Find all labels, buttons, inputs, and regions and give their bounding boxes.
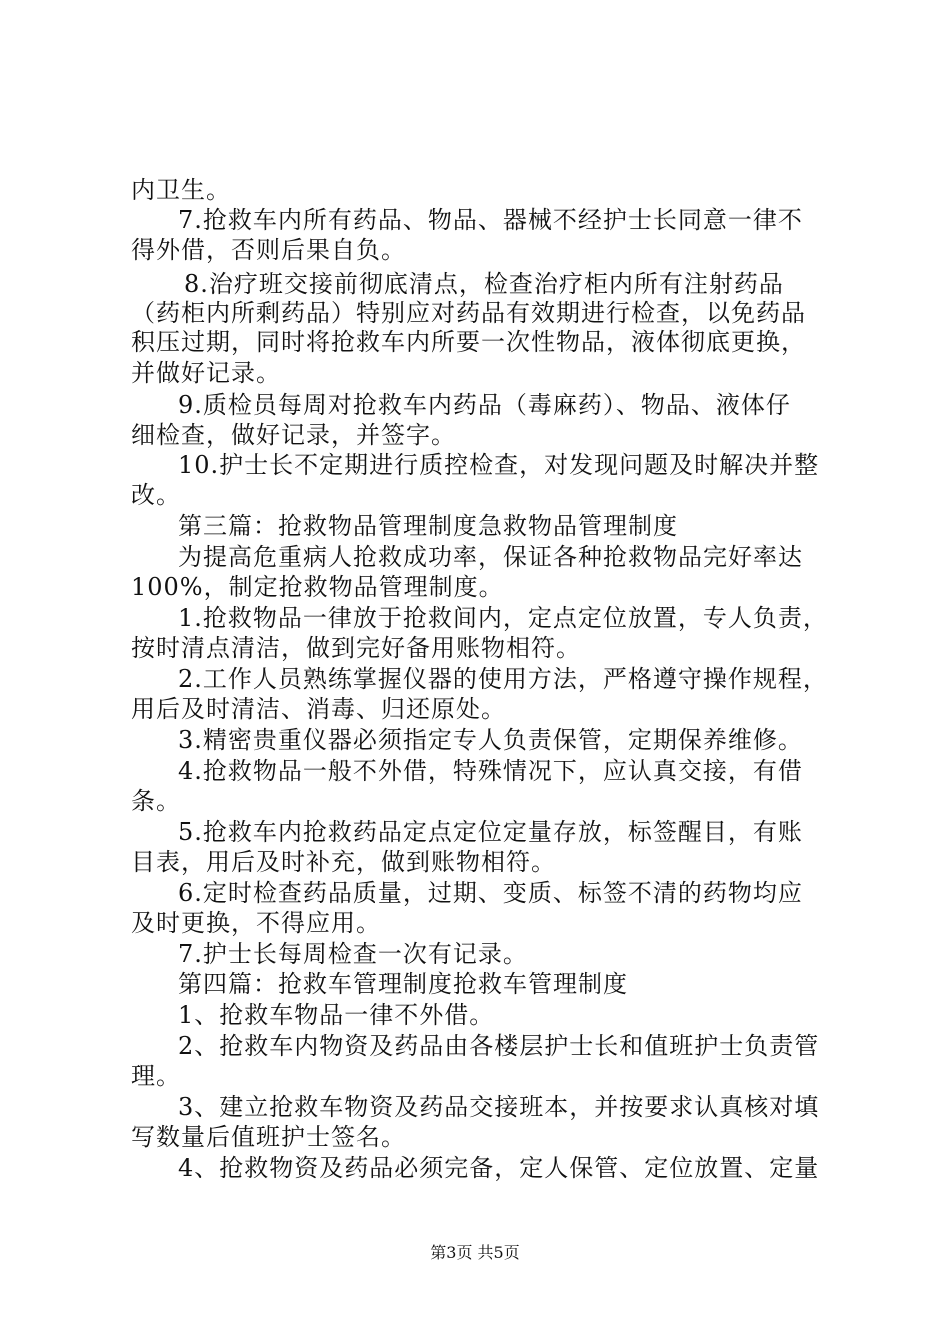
text-line: 4、抢救物资及药品必须完备，定人保管、定位放置、定量 (178, 1154, 820, 1182)
text-line: 细检查，做好记录，并签字。 (131, 421, 456, 449)
text-line: 6.定时检查药品质量，过期、变质、标签不清的药物均应 (178, 879, 803, 907)
text-line: 为提高危重病人抢救成功率，保证各种抢救物品完好率达 (178, 543, 803, 571)
text-line: 用后及时清洁、消毒、归还原处。 (131, 695, 506, 723)
text-line: 2、抢救车内物资及药品由各楼层护士长和值班护士负责管 (178, 1032, 820, 1060)
section-heading: 第三篇：抢救物品管理制度急救物品管理制度 (178, 512, 678, 540)
text-line: 100%，制定抢救物品管理制度。 (131, 573, 504, 601)
text-line: 9.质检员每周对抢救车内药品（毒麻药）、物品、液体仔 (178, 391, 791, 419)
text-line: 积压过期，同时将抢救车内所要一次性物品，液体彻底更换， (131, 328, 806, 356)
text-line: 3.精密贵重仪器必须指定专人负责保管，定期保养维修。 (178, 726, 803, 754)
section-heading: 第四篇：抢救车管理制度抢救车管理制度 (178, 970, 628, 998)
text-line: （药柜内所剩药品）特别应对药品有效期进行检查，以免药品 (131, 299, 806, 327)
text-line: 3、建立抢救车物资及药品交接班本，并按要求认真核对填 (178, 1093, 820, 1121)
text-line: 改。 (131, 481, 181, 509)
text-line: 1、抢救车物品一律不外借。 (178, 1001, 495, 1029)
text-line: 写数量后值班护士签名。 (131, 1123, 406, 1151)
text-line: 目表，用后及时补充，做到账物相符。 (131, 848, 556, 876)
text-line: 按时清点清洁，做到完好备用账物相符。 (131, 634, 581, 662)
text-line: 7.护士长每周检查一次有记录。 (178, 940, 528, 968)
text-line: 10.护士长不定期进行质控检查，对发现问题及时解决并整 (178, 451, 820, 479)
text-line: 4.抢救物品一般不外借，特殊情况下，应认真交接，有借 (178, 757, 803, 785)
text-line: 理。 (131, 1062, 181, 1090)
text-line: 7.抢救车内所有药品、物品、器械不经护士长同意一律不 (178, 206, 803, 234)
text-line: 2.工作人员熟练掌握仪器的使用方法，严格遵守操作规程， (178, 665, 828, 693)
text-line: 1.抢救物品一律放于抢救间内，定点定位放置，专人负责， (178, 604, 828, 632)
text-line: 5.抢救车内抢救药品定点定位定量存放，标签醒目，有账 (178, 818, 803, 846)
text-line: 得外借，否则后果自负。 (131, 236, 406, 264)
text-line: 条。 (131, 787, 181, 815)
text-line: 并做好记录。 (131, 359, 281, 387)
text-line: 内卫生。 (131, 176, 231, 204)
text-line: 8.治疗班交接前彻底清点，检查治疗柜内所有注射药品 (184, 270, 784, 298)
page-footer: 第3页 共5页 (430, 1243, 520, 1262)
text-line: 及时更换，不得应用。 (131, 909, 381, 937)
